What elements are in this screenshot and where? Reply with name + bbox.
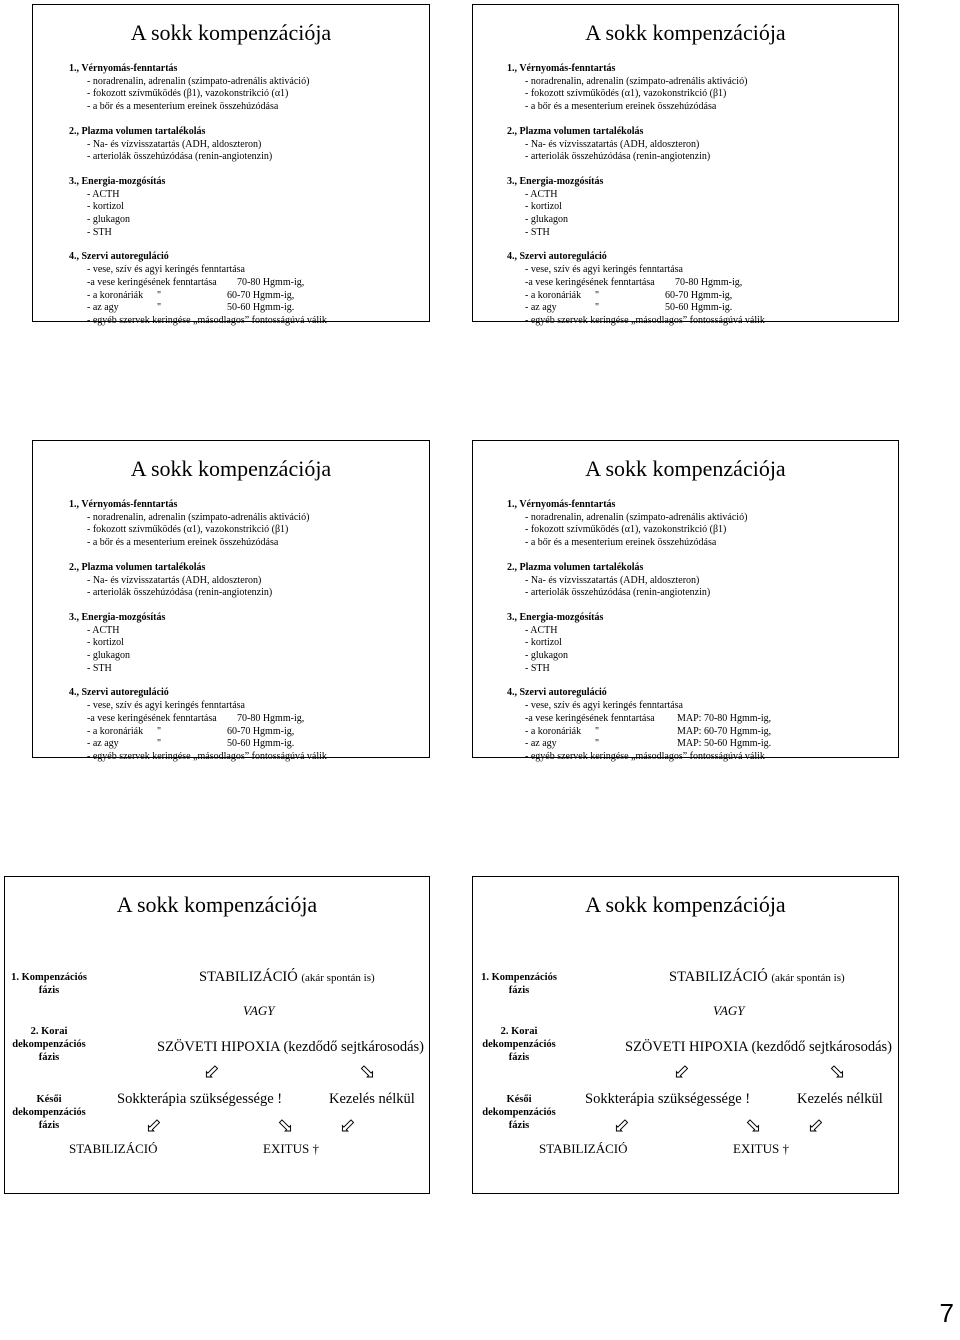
phase-label: 2. Korai dekompenzációs fázis — [12, 1026, 86, 1063]
section-title: 2., Plazma volumen tartalékolás — [69, 561, 206, 573]
list-item: - fokozott szívműködés (α1), vazokonstrikció (β1) — [525, 524, 727, 536]
final-stabilization-text: STABILIZÁCIÓ — [539, 1141, 628, 1156]
list-item: - kortizol — [87, 201, 124, 213]
list-item: - vese, szív és agyi keringés fenntartása — [525, 264, 683, 276]
list-item: - ACTH — [87, 624, 120, 636]
list-item: - kortizol — [525, 201, 562, 213]
list-item: - az agy " 50-60 Hgmm-ig. — [525, 302, 733, 314]
phase-label: 1. Kompenzációs fázis — [11, 972, 87, 996]
slide-title: A sokk kompenzációja — [585, 456, 786, 481]
or-text: VAGY — [713, 1003, 745, 1018]
list-item: - az agy " 50-60 Hgmm-ig. — [87, 738, 295, 750]
list-item: - a bőr és a mesenterium ereinek összehúzódása — [87, 537, 279, 549]
arrow-down-right-icon: ⬂ — [829, 1059, 846, 1083]
stabilization-text: STABILIZÁCIÓ (akár spontán is) — [669, 969, 845, 985]
section-title: 4., Szervi autoreguláció — [69, 687, 169, 699]
list-item: - vese, szív és agyi keringés fenntartása — [87, 264, 245, 276]
list-item: - egyéb szervek keringése „másodlagos” fontosságúvá válik — [87, 314, 327, 326]
list-item: - fokozott szívműködés (α1), vazokonstrikció (β1) — [525, 88, 727, 100]
list-item: - ACTH — [525, 624, 558, 636]
or-text: VAGY — [243, 1003, 275, 1018]
slide-4 — [472, 440, 899, 762]
list-item: - glukagon — [525, 214, 569, 226]
arrow-down-left-icon: ⬃ — [673, 1059, 690, 1083]
section-title: 2., Plazma volumen tartalékolás — [69, 125, 206, 137]
arrow-down-right-icon: ⬂ — [359, 1059, 376, 1083]
slide-title: A sokk kompenzációja — [130, 20, 332, 45]
list-item: - Na- és vízvisszatartás (ADH, aldoszteron) — [525, 138, 700, 150]
stabilization-text: STABILIZÁCIÓ (akár spontán is) — [199, 969, 375, 985]
arrow-down-left-icon: ⬃ — [807, 1113, 824, 1137]
list-item: - a koronáriák " 60-70 Hgmm-ig, — [87, 289, 295, 301]
final-stabilization-text: STABILIZÁCIÓ — [69, 1141, 158, 1156]
section-title: 4., Szervi autoreguláció — [69, 251, 169, 263]
list-item: - fokozott szívműködés (β1), vazokonstrikció (α1) — [87, 88, 289, 100]
section-title: 3., Energia-mozgósítás — [507, 175, 604, 187]
list-item: - egyéb szervek keringése „másodlagos” fontosságúvá válik — [87, 750, 327, 762]
exitus-text: EXITUS † — [263, 1141, 319, 1156]
list-item: - ACTH — [525, 188, 558, 200]
list-item: - glukagon — [87, 650, 131, 662]
list-item: - a bőr és a mesenterium ereinek összehúzódása — [525, 101, 717, 113]
list-item: - ACTH — [87, 188, 120, 200]
slide-body — [507, 499, 771, 764]
arrow-down-left-icon: ⬃ — [145, 1113, 162, 1137]
list-item: - STH — [87, 662, 112, 674]
list-item: - STH — [525, 662, 550, 674]
section-title: 3., Energia-mozgósítás — [69, 611, 166, 623]
slide-title: A sokk kompenzációja — [585, 892, 786, 917]
list-item: - arteriolák összehúzódása (renin-angiotenzin) — [87, 151, 273, 163]
therapy-text: Sokkterápia szükségessége ! — [117, 1091, 283, 1107]
section-title: 4., Szervi autoreguláció — [507, 251, 607, 263]
section-title: 2., Plazma volumen tartalékolás — [507, 561, 644, 573]
arrow-down-left-icon: ⬃ — [339, 1113, 356, 1137]
list-item: - Na- és vízvisszatartás (ADH, aldoszteron) — [87, 138, 262, 150]
section-title: 1., Vérnyomás-fenntartás — [69, 499, 178, 510]
slide-6 — [472, 876, 899, 1194]
untreated-text: Kezelés nélkül — [329, 1091, 415, 1107]
arrow-down-left-icon: ⬃ — [203, 1059, 220, 1083]
list-item: - egyéb szervek keringése „másodlagos” fontosságúvá válik — [525, 314, 765, 326]
list-item: - noradrenalin, adrenalin (szimpato-adrenális aktiváció) — [87, 511, 310, 523]
section-title: 4., Szervi autoreguláció — [507, 687, 607, 699]
list-item: - Na- és vízvisszatartás (ADH, aldoszteron) — [87, 574, 262, 586]
section-title: 3., Energia-mozgósítás — [69, 175, 166, 187]
page-number: 7 — [939, 1298, 954, 1328]
section-title: 3., Energia-mozgósítás — [507, 611, 604, 623]
slide-body — [69, 499, 327, 764]
slide-title: A sokk kompenzációja — [130, 456, 332, 481]
hypoxia-text: SZÖVETI HIPOXIA (kezdődő sejtkárosodás) — [625, 1039, 892, 1055]
phase-label: Késői dekompenzációs fázis — [482, 1094, 556, 1131]
slide-title: A sokk kompenzációja — [585, 20, 786, 45]
list-item: - arteriolák összehúzódása (renin-angiotenzin) — [525, 151, 711, 163]
list-item: - a bőr és a mesenterium ereinek összehúzódása — [87, 101, 279, 113]
section-title: 2., Plazma volumen tartalékolás — [507, 125, 644, 137]
list-item: - glukagon — [87, 214, 131, 226]
list-item: - a bőr és a mesenterium ereinek összehúzódása — [525, 537, 717, 549]
list-item: - noradrenalin, adrenalin (szimpato-adrenális aktiváció) — [525, 75, 748, 87]
list-item: - a koronáriák " MAP: 60-70 Hgmm-ig, — [525, 725, 772, 737]
list-item: - STH — [87, 226, 112, 238]
slide-2 — [472, 4, 899, 326]
slide-1 — [32, 4, 430, 326]
list-item: -a vese keringésének fenntartása MAP: 70-80 Hgmm-ig, — [525, 712, 772, 724]
therapy-text: Sokkterápia szükségessége ! — [585, 1091, 751, 1107]
list-item: - glukagon — [525, 650, 569, 662]
exitus-text: EXITUS † — [733, 1141, 789, 1156]
arrow-down-left-icon: ⬃ — [613, 1113, 630, 1137]
list-item: - noradrenalin, adrenalin (szimpato-adrenális aktiváció) — [525, 511, 748, 523]
section-title: 1., Vérnyomás-fenntartás — [69, 63, 178, 74]
slide-title: A sokk kompenzációja — [116, 892, 318, 917]
slide-5 — [4, 876, 430, 1194]
section-title: 1., Vérnyomás-fenntartás — [507, 63, 616, 74]
list-item: - az agy " 50-60 Hgmm-ig. — [87, 302, 295, 314]
arrow-down-right-icon: ⬂ — [277, 1113, 294, 1137]
list-item: - noradrenalin, adrenalin (szimpato-adrenális aktiváció) — [87, 75, 310, 87]
hypoxia-text: SZÖVETI HIPOXIA (kezdődő sejtkárosodás) — [157, 1039, 424, 1055]
list-item: - kortizol — [87, 637, 124, 649]
list-item: - a koronáriák " 60-70 Hgmm-ig, — [87, 725, 295, 737]
phase-label: 1. Kompenzációs fázis — [481, 972, 557, 996]
list-item: - egyéb szervek keringése „másodlagos” fontosságúvá válik — [525, 750, 765, 762]
list-item: -a vese keringésének fenntartása 70-80 Hgmm-ig, — [87, 276, 305, 288]
list-item: - az agy " MAP: 50-60 Hgmm-ig. — [525, 738, 772, 750]
list-item: - fokozott szívműködés (α1), vazokonstrikció (β1) — [87, 524, 289, 536]
list-item: - vese, szív és agyi keringés fenntartása — [87, 700, 245, 712]
section-title: 1., Vérnyomás-fenntartás — [507, 499, 616, 510]
untreated-text: Kezelés nélkül — [797, 1091, 883, 1107]
slide-body — [69, 63, 327, 328]
phase-label: Késői dekompenzációs fázis — [12, 1094, 86, 1131]
list-item: - vese, szív és agyi keringés fenntartása — [525, 700, 683, 712]
list-item: - Na- és vízvisszatartás (ADH, aldoszteron) — [525, 574, 700, 586]
list-item: - arteriolák összehúzódása (renin-angiotenzin) — [525, 587, 711, 599]
list-item: - arteriolák összehúzódása (renin-angiotenzin) — [87, 587, 273, 599]
slide-body — [507, 63, 765, 328]
list-item: - kortizol — [525, 637, 562, 649]
list-item: - STH — [525, 226, 550, 238]
phase-label: 2. Korai dekompenzációs fázis — [482, 1026, 556, 1063]
slide-3 — [32, 440, 430, 762]
list-item: -a vese keringésének fenntartása 70-80 Hgmm-ig, — [87, 712, 305, 724]
list-item: -a vese keringésének fenntartása 70-80 Hgmm-ig, — [525, 276, 743, 288]
arrow-down-right-icon: ⬂ — [745, 1113, 762, 1137]
list-item: - a koronáriák " 60-70 Hgmm-ig, — [525, 289, 733, 301]
